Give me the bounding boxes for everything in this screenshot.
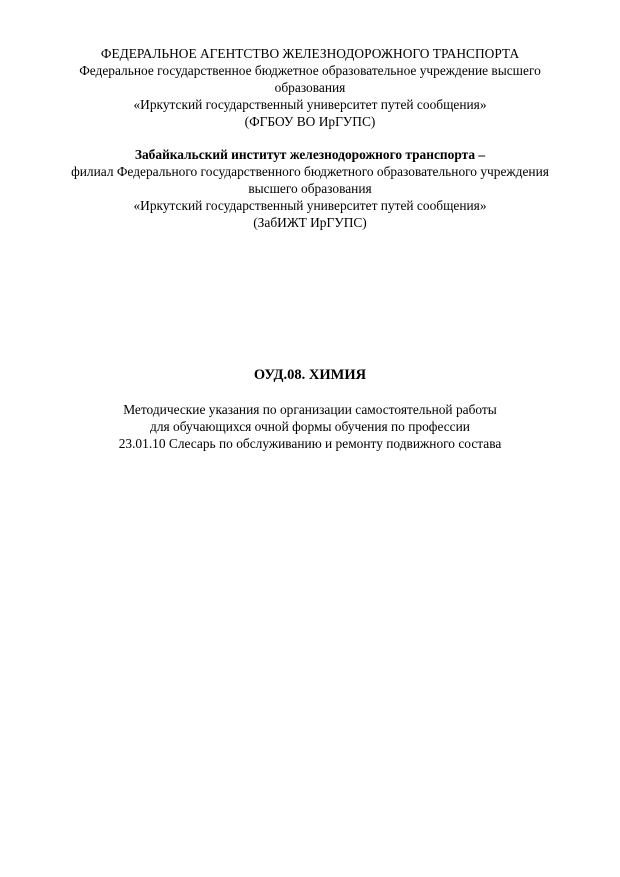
branch-line-2: высшего образования	[248, 181, 372, 196]
branch-abbreviation: (ЗабИЖТ ИрГУПС)	[253, 215, 367, 230]
subject-title: ОУД.08. ХИМИЯ	[253, 367, 367, 383]
agency-name: ФЕДЕРАЛЬНОЕ АГЕНТСТВО ЖЕЛЕЗНОДОРОЖНОГО ТРАНСПОРТА	[100, 46, 520, 61]
branch-name: Забайкальский институт железнодорожного транспорта –	[134, 147, 486, 162]
branch-block	[40, 146, 580, 231]
university-name: «Иркутский государственный университет путей сообщения»	[133, 97, 487, 112]
branch-university-name: «Иркутский государственный университет путей сообщения»	[133, 198, 487, 213]
description-line-1: Методические указания по организации самостоятельной работы	[123, 402, 497, 417]
description-block	[40, 401, 580, 452]
description-line-2: для обучающихся очной формы обучения по профессии	[150, 419, 470, 434]
header-block	[40, 45, 580, 130]
branch-line-1: филиал Федерального государственного бюджетного образовательного учреждения	[71, 164, 549, 179]
university-abbreviation: (ФГБОУ ВО ИрГУПС)	[244, 114, 376, 129]
institution-line-1: Федеральное государственное бюджетное образовательное учреждение высшего	[79, 63, 541, 78]
page-title	[40, 366, 580, 384]
institution-line-2: образования	[274, 80, 346, 95]
description-line-3: 23.01.10 Слесарь по обслуживанию и ремонту подвижного состава	[118, 436, 502, 451]
